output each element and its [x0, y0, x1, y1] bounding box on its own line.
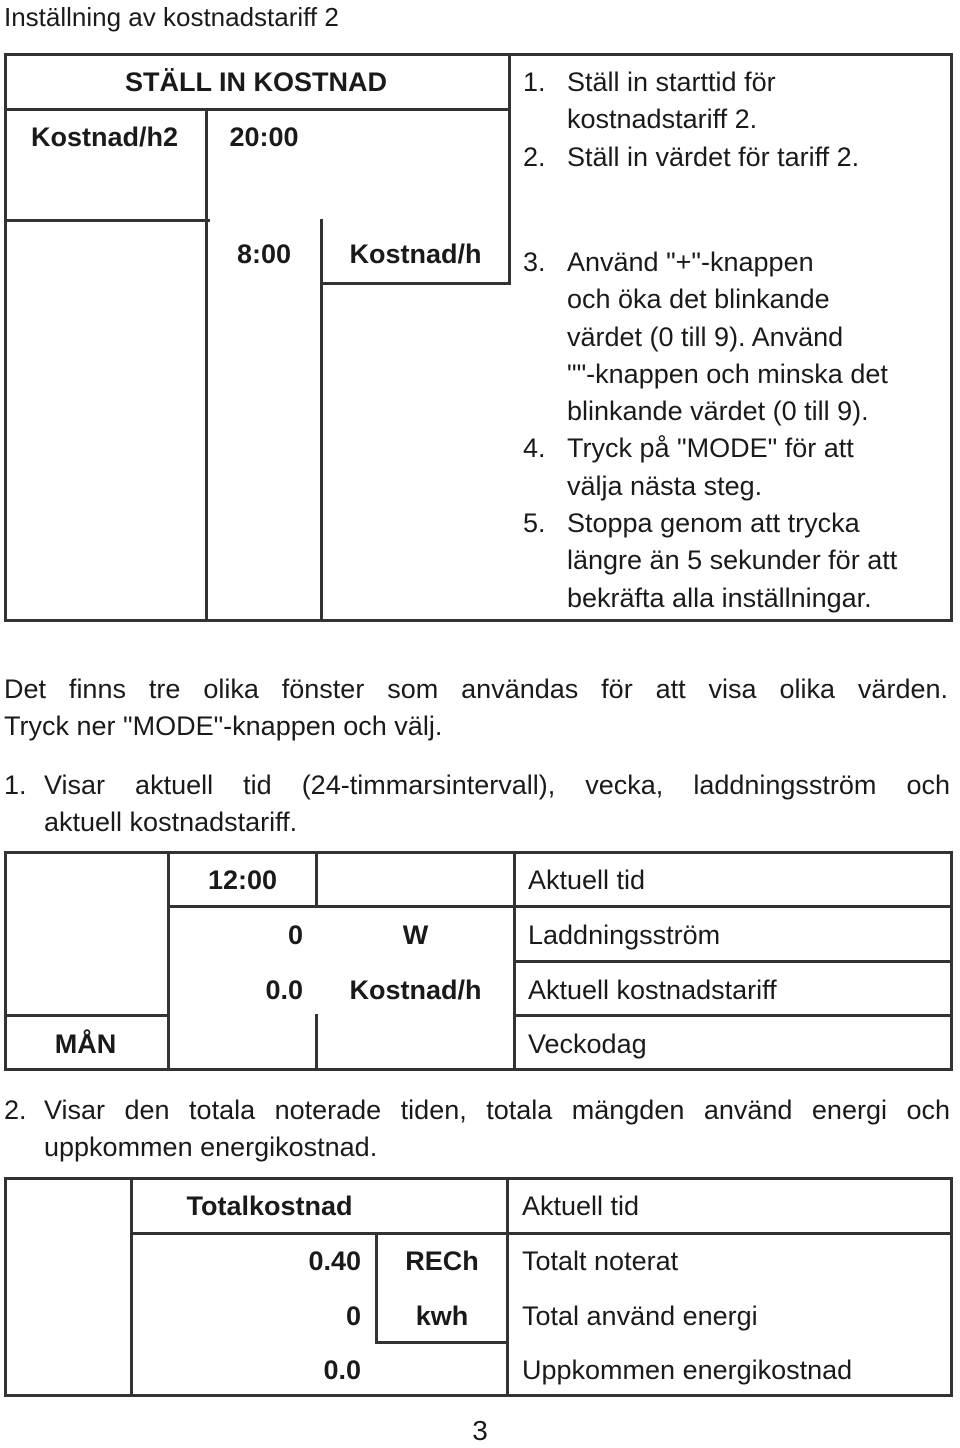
table-rule: [320, 282, 511, 285]
current-time-value: 12:00: [207, 865, 278, 895]
weekday-value: MÅN: [54, 1029, 117, 1059]
instruction-4: 4. Tryck på "MODE" för att: [523, 433, 854, 464]
time-2000: 20:00: [229, 122, 299, 152]
table-rule: [508, 53, 511, 284]
energy-value: 0: [345, 1301, 361, 1331]
table-rule: [4, 1014, 170, 1017]
cost-h-label: Kostnad/h: [349, 239, 482, 269]
tariff-unit: Kostnad/h: [349, 975, 482, 1005]
table-rule: [4, 108, 510, 111]
table-title: STÄLL IN KOSTNAD: [125, 67, 387, 97]
time-800: 8:00: [236, 239, 292, 269]
label-weekday: Veckodag: [528, 1029, 647, 1059]
label-current-tariff: Aktuell kostnadstariff: [528, 975, 777, 1005]
power-value: 0: [287, 920, 303, 950]
intro-line-2: Tryck ner "MODE"-knappen och välj.: [4, 711, 443, 741]
intro-line-1: Det finns tre olika fönster som användas för att visa olika värden.: [4, 674, 948, 704]
label-total-recorded: Totalt noterat: [522, 1246, 679, 1276]
table-border: [4, 1068, 953, 1071]
table-rule: [513, 960, 953, 963]
cost-h2-label: Kostnad/h2: [30, 122, 178, 152]
table-rule: [315, 1014, 318, 1071]
label-current-time: Aktuell tid: [528, 865, 646, 895]
item-2-number: 2.: [4, 1095, 27, 1125]
item-2-line-1: Visar den totala noterade tiden, totala mängden använd energi och: [44, 1095, 950, 1125]
table-rule: [205, 219, 208, 622]
page-heading: Inställning av kostnadstariff 2: [4, 2, 339, 32]
table-border: [950, 1177, 953, 1397]
page-number: 3: [472, 1415, 488, 1446]
total-cost-title: Totalkostnad: [186, 1191, 353, 1221]
table-rule: [513, 1014, 953, 1017]
item-1-line-1: Visar aktuell tid (24-timmarsintervall), vecka, laddningsström och: [44, 770, 950, 800]
instruction-3: 3. Använd "+"-knappen och öka det blinkande värdet (0 till 9). Använd ""-knappen och minska det blinkande värdet (0 till 9). 4. Tryck på "MODE" för att välja nästa steg. 5. Stoppa genom att trycka längre än 5 sekunder för att bekräfta alla inställningar.: [523, 247, 898, 613]
label-charging-current: Laddningsström: [528, 920, 721, 950]
table-rule: [320, 219, 323, 622]
power-unit: W: [402, 920, 429, 950]
energy-unit: kwh: [415, 1301, 469, 1331]
instruction-5: 5. Stoppa genom att trycka: [523, 508, 860, 539]
table-rule: [375, 1341, 509, 1344]
table-rule: [130, 1232, 953, 1235]
instruction-1: 1. Ställ in starttid för kostnadstariff 2. 2. Ställ in värdet för tariff 2.: [523, 67, 860, 172]
label-total-energy: Total använd energi: [522, 1301, 758, 1331]
table-border: [4, 1177, 953, 1180]
tariff-value: 0.0: [265, 975, 303, 1005]
item-1-line-2: aktuell kostnadstariff.: [44, 807, 298, 837]
table-border: [950, 53, 953, 622]
label-energy-cost: Uppkommen energikostnad: [522, 1355, 853, 1385]
item-2-line-2: uppkommen energikostnad.: [44, 1132, 378, 1162]
table-border: [4, 1394, 953, 1397]
table-rule: [4, 219, 210, 222]
recorded-value: 0.40: [308, 1246, 361, 1276]
table-border: [4, 851, 953, 854]
table-border: [4, 53, 953, 56]
table-rule: [167, 905, 953, 908]
table-rule: [315, 851, 318, 908]
table-rule: [506, 1177, 509, 1397]
table-border: [4, 619, 953, 622]
recorded-unit: RECh: [405, 1246, 479, 1276]
cost-value: 0.0: [323, 1355, 361, 1385]
label-current-time-2: Aktuell tid: [522, 1191, 640, 1221]
table-border: [4, 1177, 7, 1397]
item-1-number: 1.: [4, 770, 27, 800]
